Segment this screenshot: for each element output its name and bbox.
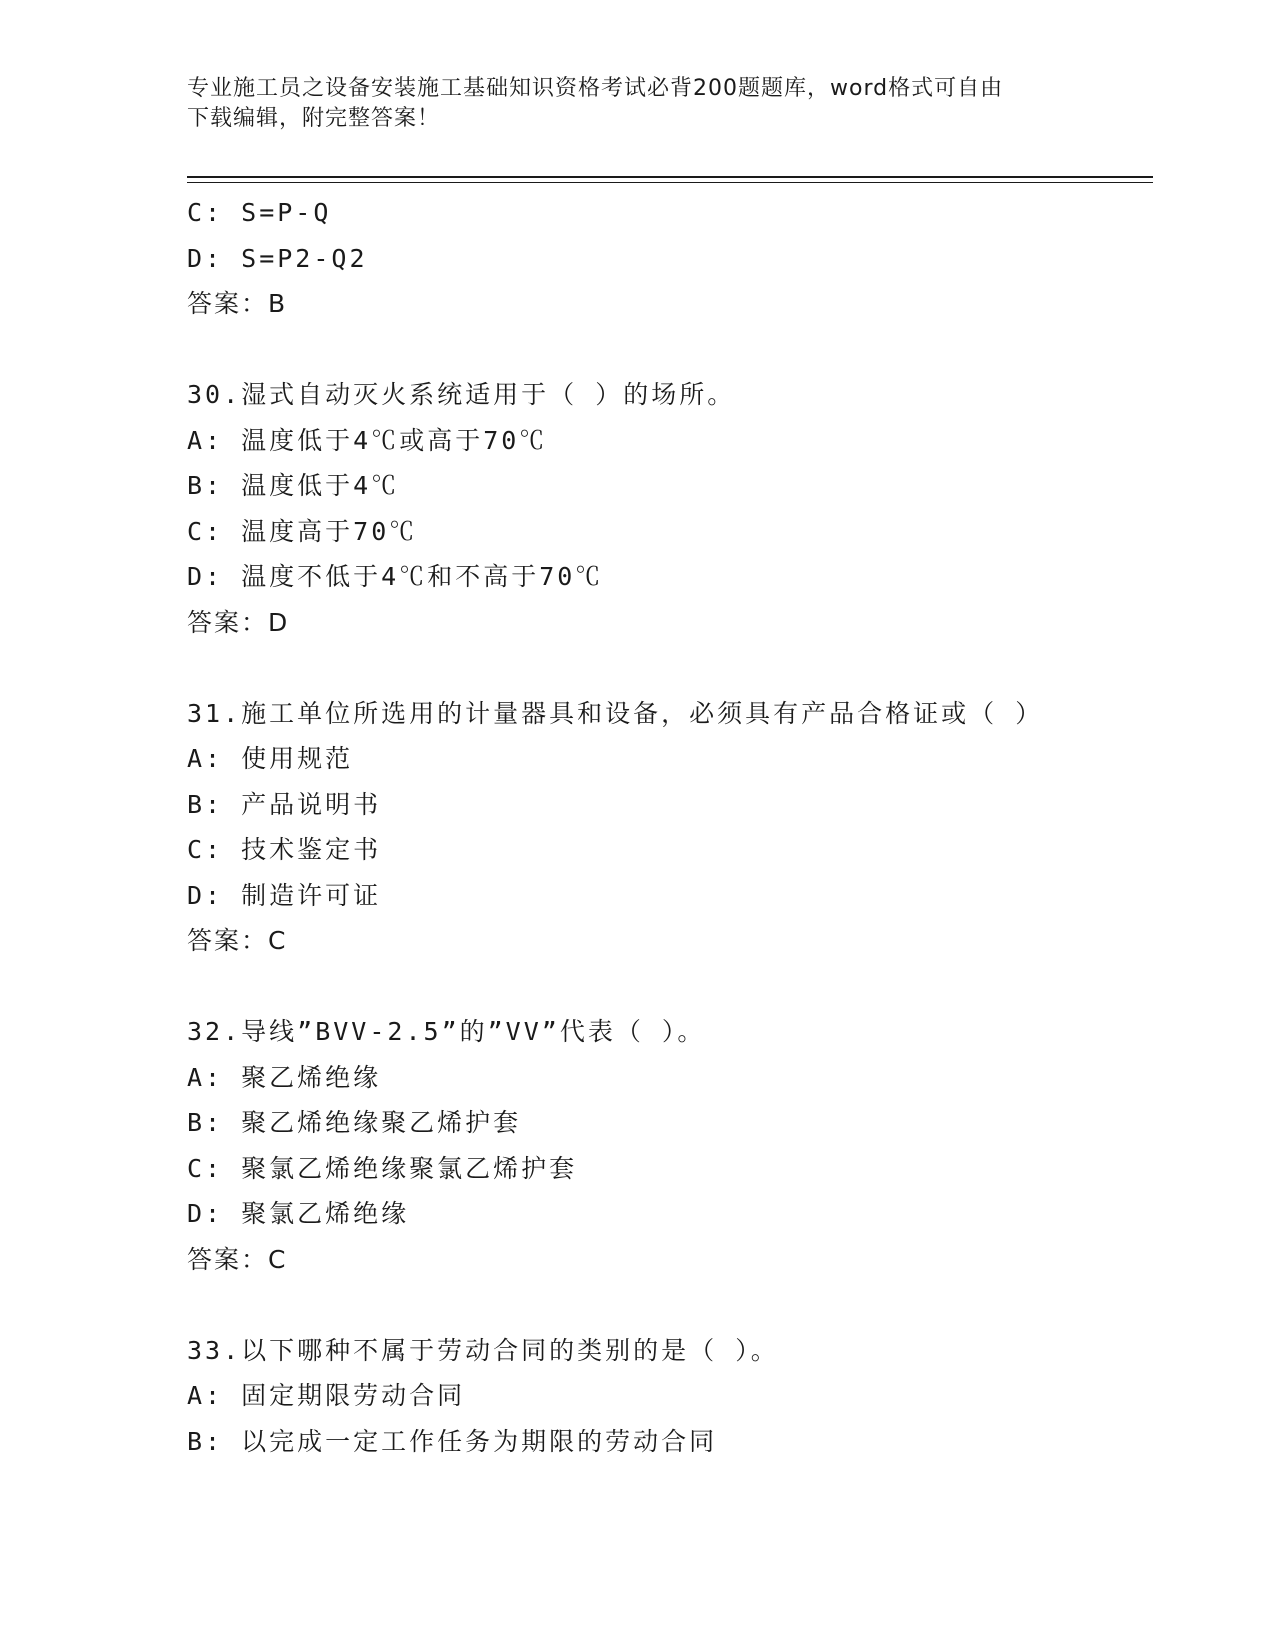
- answer-line: 答案：B: [187, 289, 288, 318]
- option-a: A: 使用规范: [187, 744, 354, 773]
- option-b: B: 温度低于4℃: [187, 471, 400, 500]
- option-d: D: 聚氯乙烯绝缘: [187, 1199, 410, 1228]
- option-c: C: S=P-Q: [187, 198, 332, 227]
- option-a: A: 温度低于4℃或高于70℃: [187, 425, 548, 455]
- question-stem: 31.施工单位所选用的计量器具和设备，必须具有产品合格证或（ ）: [187, 698, 1044, 728]
- option-a: A: 固定期限劳动合同: [187, 1381, 466, 1410]
- spacer: [187, 964, 1153, 1010]
- answer-line: 答案：C: [187, 1244, 288, 1274]
- header-line-2: 下载编辑，附完整答案！: [187, 106, 441, 131]
- option-c: C: 技术鉴定书: [187, 835, 382, 864]
- option-a: A: 聚乙烯绝缘: [187, 1062, 382, 1092]
- question-32: [187, 1009, 1153, 1282]
- header-rule-thick: [187, 176, 1153, 178]
- question-stem: 30.湿式自动灭火系统适用于（ ）的场所。: [187, 380, 736, 409]
- option-b: B: 产品说明书: [187, 789, 382, 819]
- option-b: B: 聚乙烯绝缘聚乙烯护套: [187, 1108, 522, 1137]
- question-stem: 33.以下哪种不属于劳动合同的类别的是（ ）。: [187, 1335, 779, 1365]
- option-c: C: 温度高于70℃: [187, 516, 418, 546]
- answer-line: 答案：D: [187, 607, 290, 637]
- header-rule-thin: [187, 182, 1153, 183]
- option-b: B: 以完成一定工作任务为期限的劳动合同: [187, 1426, 718, 1456]
- document-header: [187, 74, 1087, 134]
- question-list: [187, 190, 1153, 1464]
- option-d: D: 温度不低于4℃和不高于70℃: [187, 562, 604, 591]
- option-c: C: 聚氯乙烯绝缘聚氯乙烯护套: [187, 1153, 578, 1183]
- question-33: [187, 1328, 1153, 1465]
- question-31: [187, 691, 1153, 964]
- header-line-1: 专业施工员之设备安装施工基础知识资格考试必背200题题库，word格式可自由: [187, 76, 1004, 101]
- option-d: D: S=P2-Q2: [187, 243, 368, 273]
- answer-line: 答案：C: [187, 926, 288, 955]
- question-30: [187, 372, 1153, 645]
- question-29-carryover: [187, 190, 1153, 327]
- spacer: [187, 1282, 1153, 1328]
- option-d: D: 制造许可证: [187, 880, 382, 910]
- spacer: [187, 327, 1153, 373]
- spacer: [187, 645, 1153, 691]
- question-stem: 32.导线”BVV-2.5”的”VV”代表（ ）。: [187, 1017, 706, 1046]
